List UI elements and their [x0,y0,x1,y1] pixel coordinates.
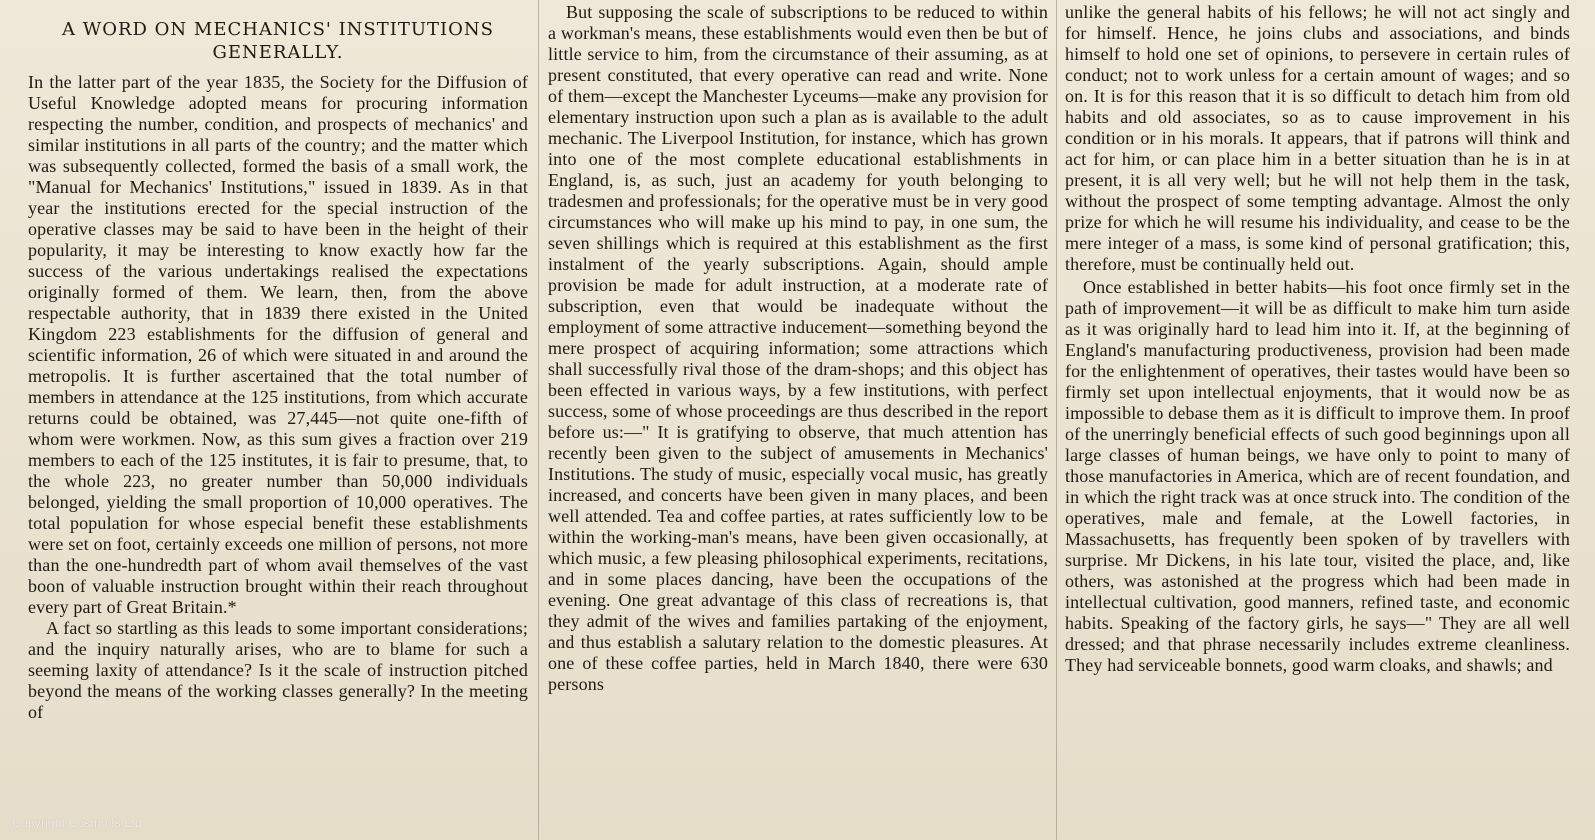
column-2-paragraph-1: But supposing the scale of subscriptions to be reduced to within a workman's means, these establishments would even then be but of little service to him, from the circumstance of their assuming, as at present constituted, that every operative can read and write. None of them—except the Manchester Lyceums—make any provision for elementary instruction upon such a plan as is available to the adult mechanic. The Liverpool Institution, for instance, which has grown into one of the most complete educational establishments in England, is, as such, just an academy for youth belonging to tradesmen and professionals; for the operative must be in very good circumstances who will make up his mind to pay, in one sum, the seven shillings which is required at this establishment as the first instalment of the yearly subscriptions. Again, should ample provision be made for adult instruction, at a moderate rate of subscription, even that would be inadequate without the employment of some attractive inducement—something beyond the mere prospect of acquiring information; some attractions which shall successfully rival those of the dram-shops; and this object has been effected in various ways, by a few institutions, with perfect success, some of whose proceedings are thus described in the report before us:—" It is gratifying to observe, that much attention has recently been given to the subject of amusements in Mechanics' Institutions. The study of music, especially vocal music, has greatly increased, and concerts have been given in many places, and been well attended. Tea and coffee parties, at rates sufficiently low to be within the working-man's means, have been given occasionally, at which music, a few pleasing philosophical experiments, recitations, and in some places dancing, have been the occupations of the evening. One great advantage of this class of recreations is, that they admit of the wives and families partaking of the enjoyment, and thus establish a salutary relation to the domestic pleasures. At one of these coffee parties, held in March 1840, there were 630 persons [548,2,1048,694]
column-1-paragraph-2: A fact so startling as this leads to some important considerations; and the inquiry naturally arises, who are to blame for such a seeming laxity of attendance? Is it the scale of instruction pitched beyond the means of the working classes generally? In the meeting of [28,618,528,722]
column-1-paragraph-1: In the latter part of the year 1835, the Society for the Diffusion of Useful Knowledge adopted means for procuring information respecting the number, condition, and prospects of mechanics' and similar institutions in all parts of the country; and the matter which was subsequently collected, formed the basis of a small work, the "Manual for Mechanics' Institutions," issued in 1839. As in that year the institutions erected for the special instruction of the operative classes may be said to have been in the height of their popularity, it may be interesting to know exactly how far the success of the various undertakings realised the expectations originally formed of them. We learn, then, from the above respectable authority, that in 1839 there existed in the United Kingdom 223 establishments for the diffusion of general and scientific information, 26 of which were situated in and around the metropolis. It is further ascertained that the total number of members in attendance at the 125 institutions, from which accurate returns could be obtained, was 27,445—not quite one-fifth of whom were workmen. Now, as this sum gives a fraction over 219 members to each of the 125 institutes, it is fair to presume, that, to the whole 223, no greater number than 50,000 individuals belonged, yielding the small proportion of 10,000 operatives. The total population for whose especial benefit these establishments were set on foot, certainly exceeds one million of persons, not more than the one-hundredth part of whom avail themselves of the vast boon of valuable instruction brought within their reach throughout every part of Great Britain.* [28,72,528,617]
column-divider [1056,0,1057,840]
article-title-line-1: A WORD ON MECHANICS' INSTITUTIONS [61,19,495,40]
article-title-line-2: GENERALLY. [212,42,344,63]
column-1 [28,0,528,840]
article-title [28,18,528,64]
column-3-paragraph-2: Once established in better habits—his foot once firmly set in the path of improvement—it will be as difficult to make him turn aside as it was originally hard to lead him into it. If, at the beginning of England's manufacturing productiveness, provision had been made for the enlightenment of operatives, their tastes would have been so firmly set upon intellectual enjoyments, that it would now be as impossible to debase them as it is difficult to improve them. In proof of the unerringly beneficial effects of such good beginnings upon all large classes of human beings, we have only to point to many of those manufactories in America, which are of recent foundation, and in which the right track was at once struck into. The condition of the operatives, male and female, at the Lowell factories, in Massachusetts, has frequently been spoken of by travellers with surprise. Mr Dickens, in his late tour, visited the place, and, like others, was astonished at the progress which had been made in intellectual cultivation, good manners, refined taste, and economic habits. Speaking of the factory girls, he says—" They are all well dressed; and that phrase necessarily includes extreme cleanliness. They had serviceable bonnets, good warm cloaks, and shawls; and [1065,277,1570,675]
column-3 [1065,0,1570,840]
column-2 [548,0,1048,840]
column-3-paragraph-1: unlike the general habits of his fellows; he will not act singly and for himself. Hence, he joins clubs and associations, and binds himself to hold one set of opinions, to persevere in certain rules of conduct; not to work unless for a certain amount of wages; and so on. It is for this reason that it is so difficult to detach him from old habits and old associates, so as to cause improvement in his condition or in his morals. It appears, that if patrons will think and act for him, or can place him in a better situation than he is in at present, it is all very well; but he will not help them in the task, without the prospect of some tempting advantage. Almost the only prize for which he will resume his individuality, and cease to be the mere integer of a mass, is some kind of personal gratification; this, therefore, must be continually held out. [1065,2,1570,274]
column-divider [538,0,539,840]
copyright-watermark: Copyright Cosmo Is Ltd [12,816,142,830]
